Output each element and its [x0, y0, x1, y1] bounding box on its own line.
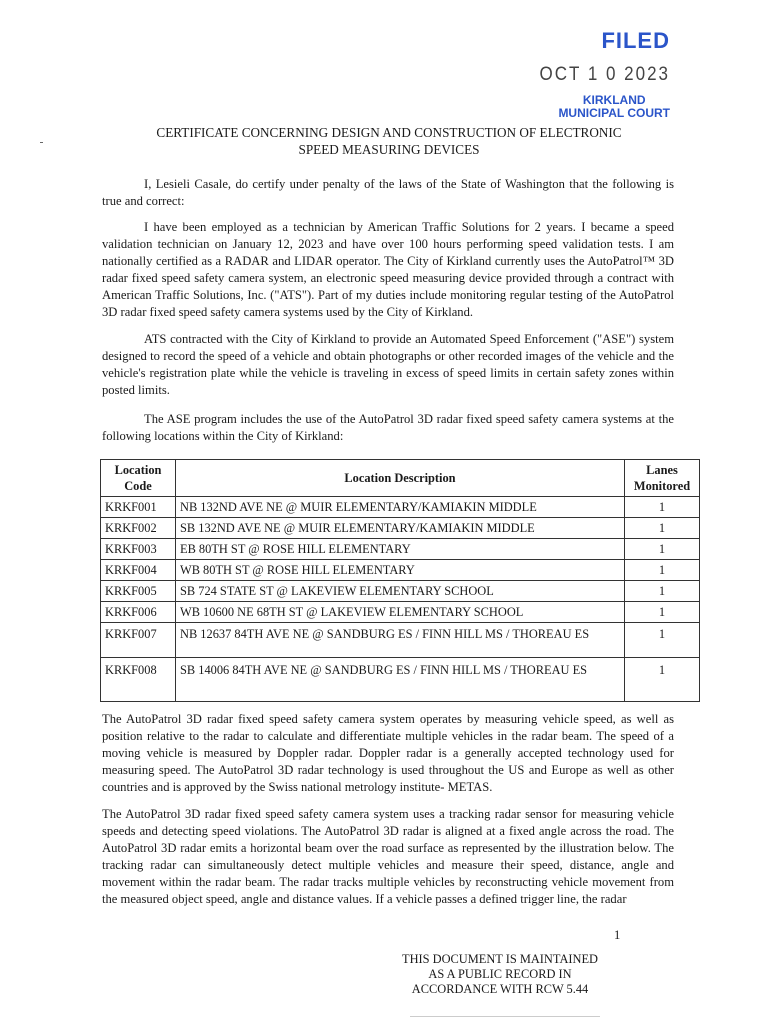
document-title	[100, 124, 678, 158]
cell-code: KRKF005	[101, 581, 176, 602]
table-row	[101, 560, 700, 581]
stamp-court-line1: KIRKLAND	[582, 93, 646, 107]
cell-lanes: 1	[625, 518, 700, 539]
cell-lanes: 1	[625, 602, 700, 623]
cell-code: KRKF007	[101, 623, 176, 658]
cell-code: KRKF004	[101, 560, 176, 581]
footer-line2: AS A PUBLIC RECORD IN	[428, 967, 572, 981]
cell-code: KRKF001	[101, 497, 176, 518]
paragraph-certify: I, Lesieli Casale, do certify under penalty of the laws of the State of Washington that the following is true and correct:	[102, 177, 674, 208]
stamp-court	[558, 94, 670, 120]
margin-mark	[40, 142, 43, 143]
cell-description: NB 132ND AVE NE @ MUIR ELEMENTARY/KAMIAKIN MIDDLE	[176, 497, 625, 518]
cell-code: KRKF003	[101, 539, 176, 560]
filed-stamp	[540, 28, 670, 84]
stamp-court-line2: MUNICIPAL COURT	[558, 106, 670, 120]
cell-description: SB 14006 84TH AVE NE @ SANDBURG ES / FINN HILL MS / THOREAU ES	[176, 658, 625, 702]
stamp-filed-text: FILED	[601, 28, 670, 53]
paragraph-employment: I have been employed as a technician by American Traffic Solutions for 2 years. I became a speed validation technician on January 12, 2023 and have over 100 hours performing speed validation tests. I am nationally certified as a RADAR and LIDAR operator. The City of Kirkland currently uses the AutoPatrol™ 3D radar fixed speed safety camera system, an electronic speed measuring device provided through a contract with American Traffic Solutions, Inc. ("ATS"). Part of my duties include monitoring regular testing of the AutoPatrol 3D radar fixed speed safety camera systems used by the City of Kirkland.	[102, 220, 674, 319]
table-row	[101, 581, 700, 602]
page-number: 1	[614, 928, 621, 942]
cell-description: NB 12637 84TH AVE NE @ SANDBURG ES / FINN HILL MS / THOREAU ES	[176, 623, 625, 658]
stamp-date: OCT 1 0 2023	[539, 62, 670, 85]
header-code-line1: Location	[114, 463, 162, 477]
cell-description: EB 80TH ST @ ROSE HILL ELEMENTARY	[176, 539, 625, 560]
cell-description: SB 132ND AVE NE @ MUIR ELEMENTARY/KAMIAKIN MIDDLE	[176, 518, 625, 539]
footer-line3: ACCORDANCE WITH RCW 5.44	[411, 982, 589, 996]
footer-rule	[410, 1016, 600, 1017]
header-lanes-line1: Lanes	[646, 463, 678, 477]
table-row	[101, 518, 700, 539]
table-row	[101, 497, 700, 518]
cell-description: SB 724 STATE ST @ LAKEVIEW ELEMENTARY SCHOOL	[176, 581, 625, 602]
table-row	[101, 623, 700, 658]
header-location-description: Location Description	[176, 460, 625, 497]
header-lanes-line2: Monitored	[633, 479, 691, 493]
public-record-footer	[390, 952, 610, 997]
header-location-code	[101, 460, 176, 497]
paragraph-operation: The AutoPatrol 3D radar fixed speed safety camera system operates by measuring vehicle speed, as well as position relative to the radar to calculate and differentiate multiple vehicles in the radar beam. The speed of a moving vehicle is measured by Doppler radar. Doppler radar is a generally accepted technology used for measuring speed. The AutoPatrol 3D radar technology is used throughout the US and Europe as well as other countries and is approved by the Swiss national metrology institute- METAS.	[102, 712, 674, 794]
paragraph-locations-intro: The ASE program includes the use of the AutoPatrol 3D radar fixed speed safety camera systems at the following locations within the City of Kirkland:	[102, 412, 674, 443]
header-lanes-monitored	[625, 460, 700, 497]
cell-lanes: 1	[625, 497, 700, 518]
cell-lanes: 1	[625, 623, 700, 658]
table-row	[101, 658, 700, 702]
paragraph-tracking: The AutoPatrol 3D radar fixed speed safety camera system uses a tracking radar sensor for measuring vehicle speeds and detecting speed violations. The AutoPatrol 3D radar is aligned at a fixed angle across the road. The AutoPatrol 3D radar emits a horizontal beam over the road surface as represented by the illustration below. The tracking radar can simultaneously detect multiple vehicles and measure their speed, distance, angle and movement within the radar beam. The radar tracks multiple vehicles by reconstructing vehicle movement from the measured object speed, angle and distance values. If a vehicle passes a defined trigger line, the radar	[102, 807, 674, 906]
cell-description: WB 10600 NE 68TH ST @ LAKEVIEW ELEMENTARY SCHOOL	[176, 602, 625, 623]
paragraph-contract: ATS contracted with the City of Kirkland to provide an Automated Speed Enforcement ("ASE") system designed to record the speed of a vehicle and obtain photographs or other recorded images of the vehicle and the vehicle's registration plate while the vehicle is traveling in excess of speed limits in certain safety zones within posted limits.	[102, 332, 674, 397]
title-line1: CERTIFICATE CONCERNING DESIGN AND CONSTRUCTION OF ELECTRONIC	[156, 125, 622, 140]
cell-code: KRKF008	[101, 658, 176, 702]
cell-lanes: 1	[625, 560, 700, 581]
cell-lanes: 1	[625, 581, 700, 602]
locations-table	[100, 459, 700, 702]
table-row	[101, 539, 700, 560]
footer-line1: THIS DOCUMENT IS MAINTAINED	[402, 952, 598, 966]
table-header-row	[101, 460, 700, 497]
header-code-line2: Code	[124, 479, 152, 493]
cell-description: WB 80TH ST @ ROSE HILL ELEMENTARY	[176, 560, 625, 581]
cell-lanes: 1	[625, 658, 700, 702]
cell-code: KRKF006	[101, 602, 176, 623]
cell-code: KRKF002	[101, 518, 176, 539]
table-row	[101, 602, 700, 623]
title-line2: SPEED MEASURING DEVICES	[298, 142, 480, 157]
cell-lanes: 1	[625, 539, 700, 560]
